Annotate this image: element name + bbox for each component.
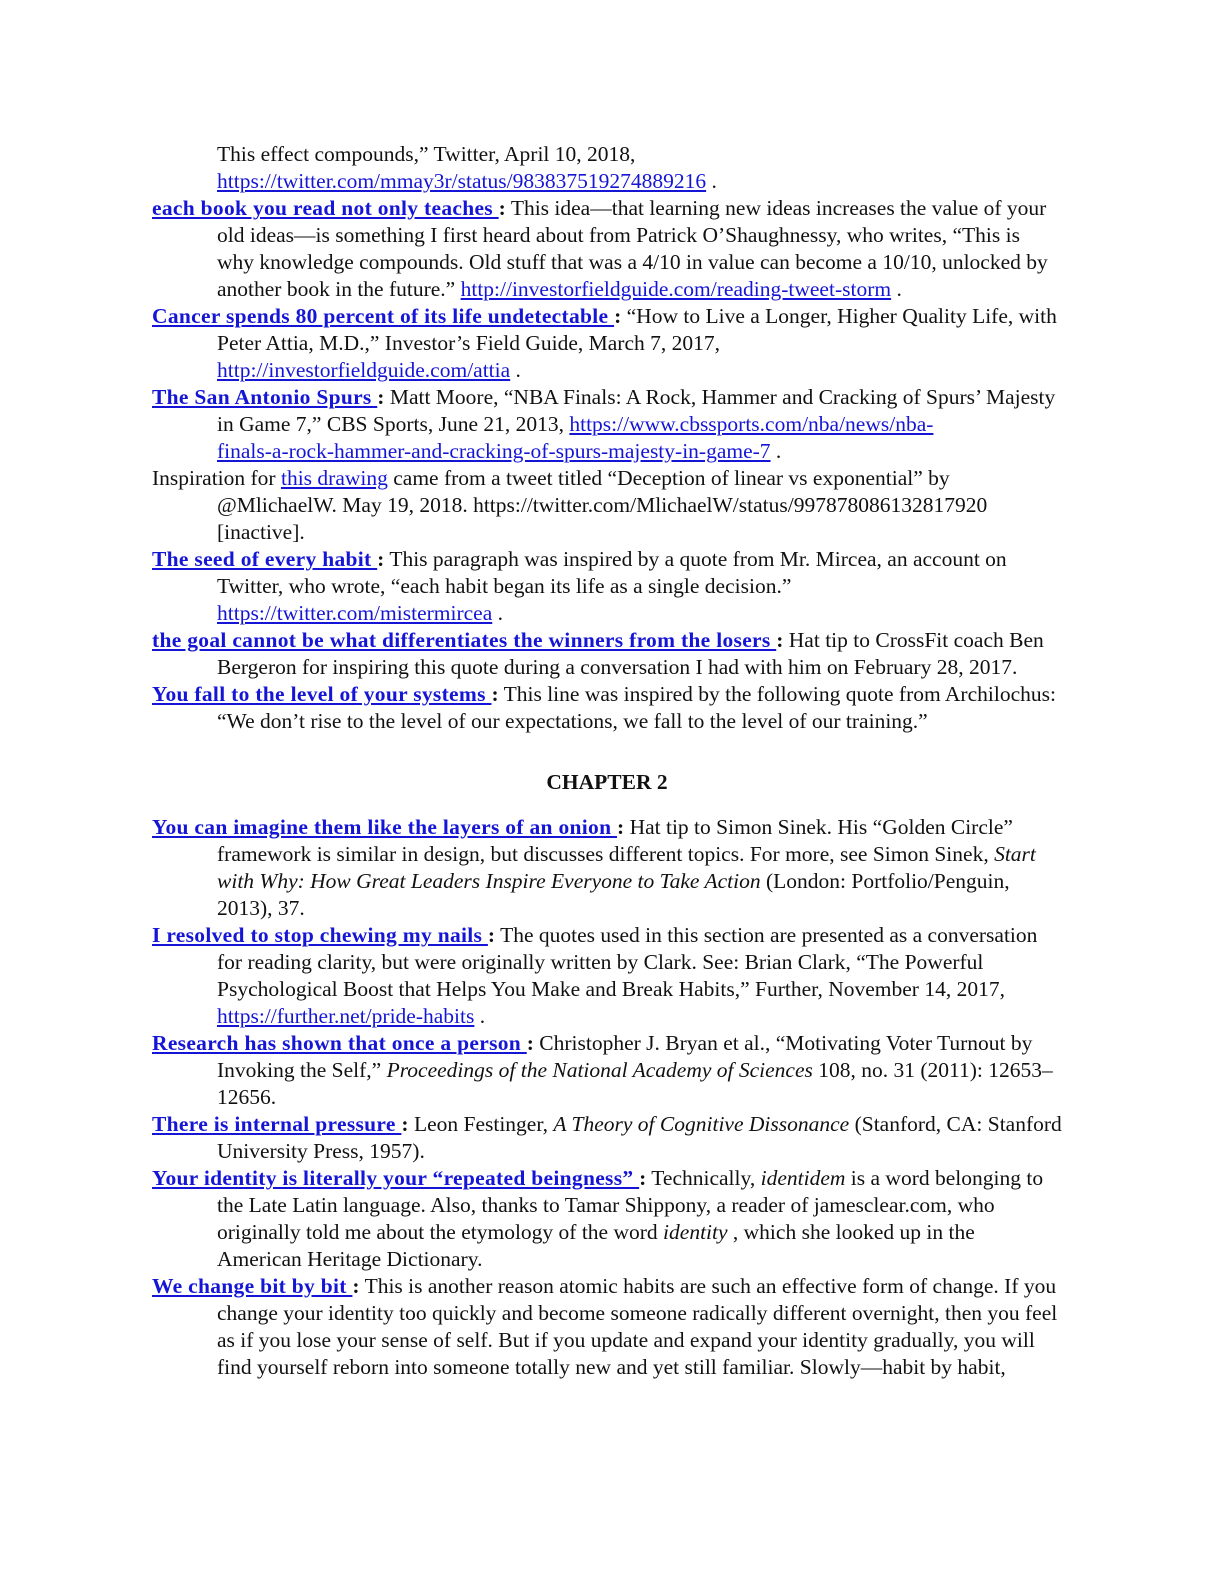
note-entry xyxy=(152,627,1062,681)
note-entry xyxy=(152,195,1062,303)
note-colon: : xyxy=(491,682,499,706)
note-italic-word: identity xyxy=(663,1220,728,1244)
note-italic-title: Proceedings of the National Academy of Sciences xyxy=(386,1058,813,1082)
note-text: Hat tip to Simon Sinek. His “Golden Circle” framework is similar in design, but discusses different topics. For more, see Simon Sinek, xyxy=(217,815,1013,866)
drawing-link[interactable]: this drawing xyxy=(280,466,388,490)
note-entry xyxy=(152,384,1062,465)
note-text: 108, no. 31 (2011): 12653–12656. xyxy=(217,1058,1053,1109)
note-url-link[interactable]: http://investorfieldguide.com/reading-tweet-storm xyxy=(460,277,892,301)
note-text: Hat tip to CrossFit coach Ben Bergeron for inspiring this quote during a conversation I had with him on February 28, 2017. xyxy=(217,628,1044,679)
note-text: This line was inspired by the following quote from Archilochus: “We don’t rise to the level of our expectations, we fall to the level of our training.” xyxy=(217,682,1056,733)
note-colon: : xyxy=(617,815,625,839)
note-text: Leon Festinger, xyxy=(408,1112,554,1136)
note-heading-link[interactable]: The San Antonio Spurs xyxy=(152,385,378,409)
note-colon: : xyxy=(377,547,385,571)
note-text: (Stanford, CA: Stanford University Press, 1957). xyxy=(217,1112,1062,1163)
note-text: This idea—that learning new ideas increases the value of your old ideas—is something I first heard about from Patrick O’Shaughnessy, who writes, “This is why knowledge compounds. Old stuff that was a 4/10 in value can become a 10/10, unlocked by another book in the future.” xyxy=(217,196,1048,301)
note-heading-link[interactable]: There is internal pressure xyxy=(152,1112,402,1136)
note-italic-title: A Theory of Cognitive Dissonance xyxy=(553,1112,850,1136)
note-end: . xyxy=(492,601,504,625)
note-entry xyxy=(152,1030,1062,1111)
note-end: . xyxy=(510,358,521,382)
note-heading-link[interactable]: each book you read not only teaches xyxy=(152,196,499,220)
note-text: “How to Live a Longer, Higher Quality Life, with Peter Attia, M.D.,” Investor’s Field Guide, March 7, 2017, xyxy=(217,304,1057,355)
note-text: Inspiration for xyxy=(152,466,281,490)
note-entry xyxy=(152,546,1062,627)
note-heading-link[interactable]: You can imagine them like the layers of an onion xyxy=(152,815,618,839)
note-italic-title: Start with Why: How Great Leaders Inspire Everyone to Take Action xyxy=(217,842,1036,893)
note-entry xyxy=(152,922,1062,1030)
chapter-title: CHAPTER 2 xyxy=(546,770,668,794)
note-colon: : xyxy=(352,1274,360,1298)
note-italic-word: identidem xyxy=(760,1166,846,1190)
note-text: is a word belonging to the Late Latin language. Also, thanks to Tamar Shippony, a reader of jamesclear.com, who originally told me about the etymology of the word xyxy=(217,1166,1044,1244)
note-heading-link[interactable]: Cancer spends 80 percent of its life undetectable xyxy=(152,304,615,328)
note-text: Matt Moore, “NBA Finals: A Rock, Hammer and Cracking of Spurs’ Majesty in Game 7,” CBS Sports, June 21, 2013, xyxy=(217,385,1056,436)
note-url-part: finals-a-rock-hammer-and-cracking-of-spurs-majesty-in-game-7 xyxy=(217,439,771,463)
note-heading-link[interactable]: Your identity is literally your “repeated beingness” xyxy=(152,1166,640,1190)
note-entry xyxy=(152,303,1062,384)
note-heading-link[interactable]: We change bit by bit xyxy=(152,1274,353,1298)
note-heading-link[interactable]: Research has shown that once a person xyxy=(152,1031,527,1055)
note-colon: : xyxy=(377,385,385,409)
note-url-link[interactable]: http://investorfieldguide.com/attia xyxy=(217,358,511,382)
note-heading-link[interactable]: I resolved to stop chewing my nails xyxy=(152,923,488,947)
note-entry xyxy=(152,1111,1062,1165)
note-colon: : xyxy=(614,304,622,328)
note-colon: : xyxy=(498,196,506,220)
note-text: Technically, xyxy=(646,1166,761,1190)
note-text: Christopher J. Bryan et al., “Motivating Voter Turnout by Invoking the Self,” xyxy=(217,1031,1033,1082)
note-text: (London: Portfolio/Penguin, 2013), 37. xyxy=(217,869,1010,920)
notes-page xyxy=(152,141,1062,1381)
note-colon: : xyxy=(401,1112,409,1136)
note-url-link[interactable]: https://further.net/pride-habits xyxy=(217,1004,475,1028)
note-entry xyxy=(152,681,1062,735)
note-colon: : xyxy=(526,1031,534,1055)
note-colon: : xyxy=(776,628,784,652)
note-text: This effect compounds,” Twitter, April 10, 2018, xyxy=(217,142,636,166)
note-heading-link[interactable]: the goal cannot be what differentiates the winners from the losers xyxy=(152,628,777,652)
note-entry xyxy=(152,814,1062,922)
note-text: This paragraph was inspired by a quote from Mr. Mircea, an account on Twitter, who wrote, “each habit began its life as a single decision.” xyxy=(217,547,1007,598)
note-entry xyxy=(152,465,1062,546)
note-heading-link[interactable]: You fall to the level of your systems xyxy=(152,682,492,706)
note-text: This is another reason atomic habits are such an effective form of change. If you change your identity too quickly and become someone radically different overnight, then you feel as if you lose your sense of self. But if you update and expand your identity gradually, you will find yourself reborn into someone totally new and yet still familiar. Slowly—habit by habit, xyxy=(217,1274,1058,1379)
note-end: . xyxy=(474,1004,486,1028)
note-entry xyxy=(152,1273,1062,1381)
note-url-part: https://www.cbssports.com/nba/news/nba- xyxy=(569,412,934,436)
note-url-link[interactable]: https://twitter.com/mistermircea xyxy=(217,601,493,625)
note-url-link[interactable]: https://twitter.com/mmay3r/status/983837519274889216 xyxy=(217,169,707,193)
note-colon: : xyxy=(487,923,496,947)
note-heading-link[interactable]: The seed of every habit xyxy=(152,547,378,571)
note-end: . xyxy=(891,277,902,301)
note-end: . xyxy=(706,169,717,193)
note-colon: : xyxy=(639,1166,647,1190)
note-entry xyxy=(152,1165,1062,1273)
note-text: came from a tweet titled “Deception of linear vs exponential” by @MlichaelW. May 19, 2018. https://twitter.com/MlichaelW/status/997878086132817920 [inactive]. xyxy=(217,466,988,544)
note-continuation xyxy=(152,141,1062,195)
note-text: , which she looked up in the American Heritage Dictionary. xyxy=(217,1220,975,1271)
note-end: . xyxy=(770,439,782,463)
note-text: The quotes used in this section are presented as a conversation for reading clarity, but were originally written by Clark. See: Brian Clark, “The Powerful Psychological Boost that Helps You Make and Break Habits,” Further, November 14, 2017, xyxy=(217,923,1038,1001)
